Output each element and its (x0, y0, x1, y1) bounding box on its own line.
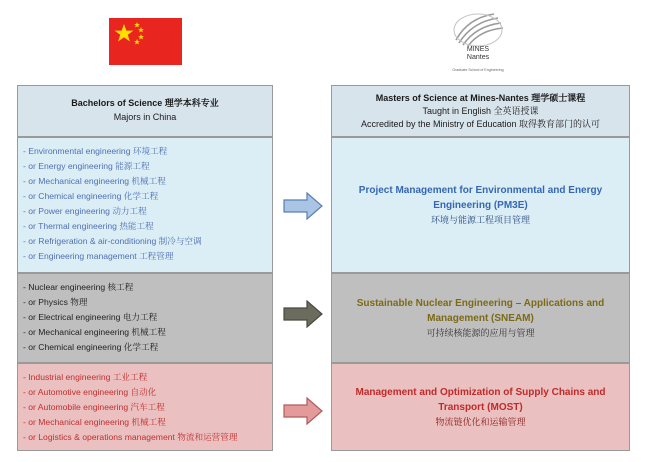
bachelors-group-nuclear (17, 273, 273, 363)
list-item: - or Energy engineering 能源工程 (23, 161, 150, 171)
right-arrow-icon-grey (283, 300, 323, 328)
program-chinese-name: 可持续核能源的应用与管理 (426, 328, 535, 338)
list-item: - or Refrigeration & air-conditioning 制冷与空调 (23, 236, 202, 246)
logo-name-line2: Nantes (466, 54, 490, 61)
list-item: - or Mechanical engineering 机械工程 (23, 327, 166, 337)
china-flag-stars-icon (109, 18, 182, 65)
masters-title: Masters of Science at Mines-Nantes 理学硕士课程 (375, 92, 586, 103)
mines-logo-mark-icon (450, 10, 506, 48)
list-item: - or Mechanical engineering 机械工程 (23, 176, 166, 186)
program-name-line1: Project Management for Environmental and Energy (358, 185, 603, 196)
list-item: - Environmental engineering 环境工程 (23, 146, 168, 156)
mines-nantes-logo (438, 10, 518, 76)
list-item: - or Automobile engineering 汽车工程 (23, 402, 165, 412)
bachelors-group-industrial (17, 363, 273, 451)
list-item: - or Physics 物理 (23, 297, 88, 307)
program-pm3e (331, 137, 630, 273)
program-name-line1: Management and Optimization of Supply Chains and (355, 387, 606, 398)
program-most (331, 363, 630, 451)
logo-name-line1: MINES (466, 46, 490, 53)
bachelors-title: Bachelors of Science 理学本科专业 (71, 98, 219, 108)
program-chinese-name: 环境与能源工程项目管理 (430, 215, 530, 225)
list-item: - or Engineering management 工程管理 (23, 251, 174, 261)
program-name-line2: Transport (MOST) (438, 402, 523, 413)
list-item: - or Electrical engineering 电力工程 (23, 312, 158, 322)
list-item: - or Power engineering 动力工程 (23, 206, 147, 216)
program-sneam (331, 273, 630, 363)
list-item: - or Chemical engineering 化学工程 (23, 191, 159, 201)
right-arrow-icon-blue (283, 192, 323, 220)
list-item: - or Automotive engineering 自动化 (23, 387, 157, 397)
bachelors-group-environment (17, 137, 273, 273)
china-flag (109, 18, 182, 65)
masters-accreditation: Accredited by the Ministry of Education 取得教育部门的认可 (360, 118, 601, 129)
masters-language: Taught in English 全英语授课 (422, 105, 539, 116)
program-name-line1: Sustainable Nuclear Engineering – Applications and (356, 298, 605, 309)
program-name-line2: Engineering (PM3E) (433, 200, 528, 211)
list-item: - Industrial engineering 工业工程 (23, 372, 148, 382)
list-item: - or Logistics & operations management 物流和运营管理 (23, 432, 238, 442)
program-chinese-name: 物流链优化和运输管理 (435, 417, 526, 427)
program-name-line2: Management (SNEAM) (427, 313, 534, 324)
bachelors-header (17, 85, 273, 137)
bachelors-subtitle: Majors in China (113, 112, 177, 122)
masters-header (331, 85, 630, 137)
logo-subtitle: Graduate School of Engineering (452, 68, 504, 72)
list-item: - or Thermal engineering 热能工程 (23, 221, 154, 231)
list-item: - Nuclear engineering 核工程 (23, 282, 134, 292)
right-arrow-icon-pink (283, 397, 323, 425)
list-item: - or Chemical engineering 化学工程 (23, 342, 159, 352)
list-item: - or Mechanical engineering 机械工程 (23, 417, 166, 427)
